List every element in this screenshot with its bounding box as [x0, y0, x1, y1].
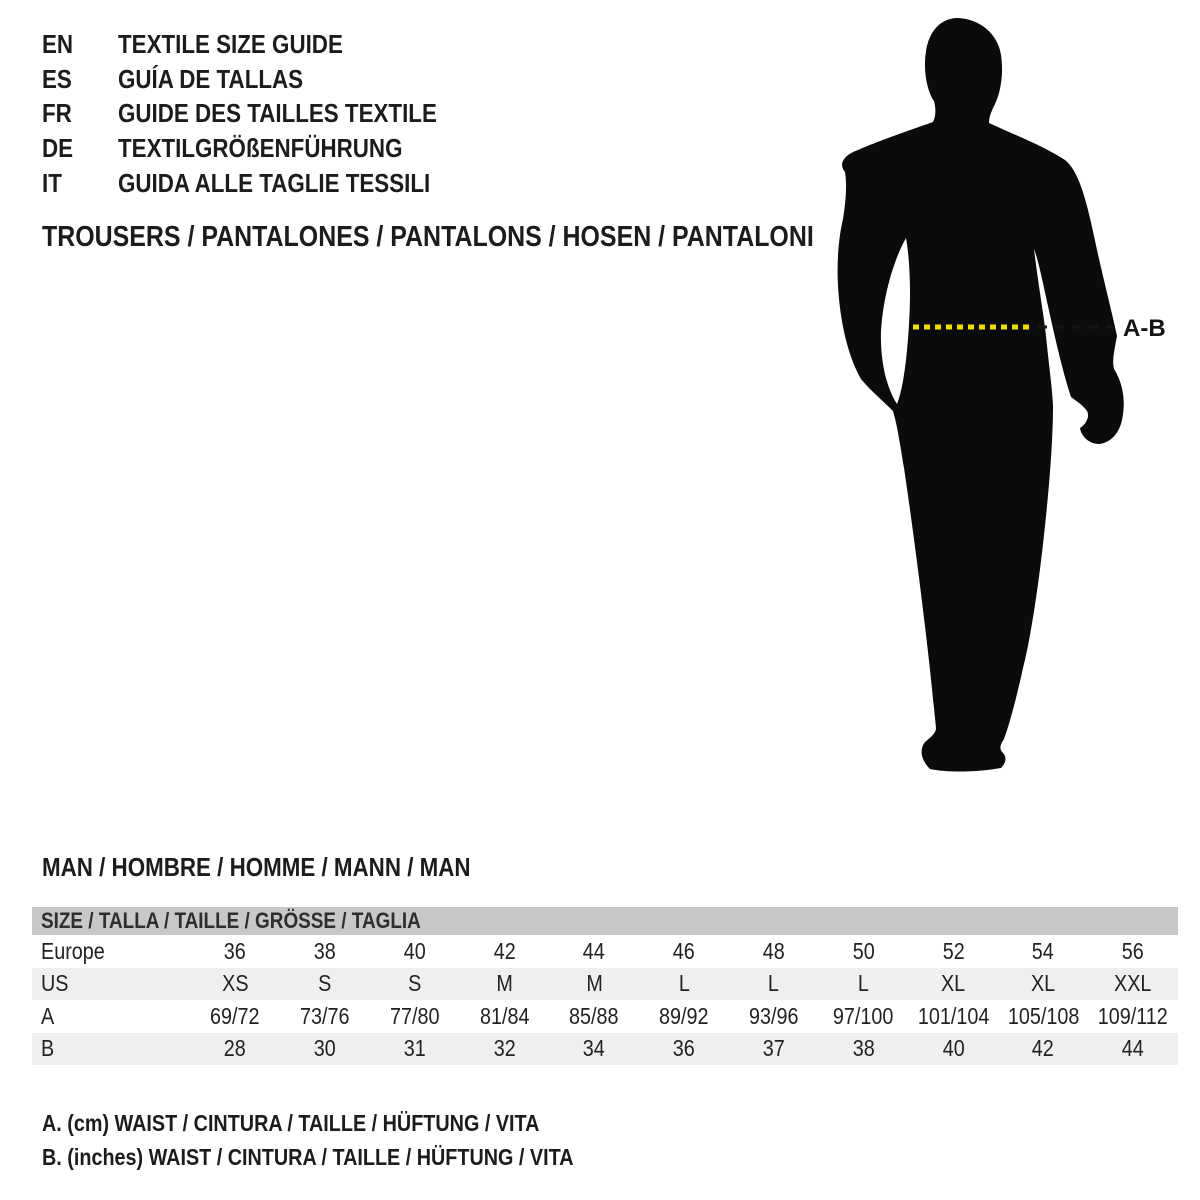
size-cell: 38: [313, 937, 336, 964]
size-cell: 81/84: [479, 1002, 530, 1029]
size-cell: S: [318, 970, 332, 997]
size-cell: 30: [313, 1035, 336, 1062]
lang-code: IT: [42, 167, 62, 198]
row-label: US: [41, 970, 69, 997]
silhouette-body: [838, 18, 1124, 772]
lang-row-en: [42, 27, 489, 62]
size-cell: 40: [403, 937, 426, 964]
table-row-europe: [32, 935, 1178, 968]
table-row-a-cm: [32, 1000, 1178, 1033]
size-cell: XS: [221, 970, 249, 997]
size-cell: 52: [942, 937, 965, 964]
row-label: Europe: [41, 937, 105, 964]
size-cell: 37: [762, 1035, 785, 1062]
size-cell: 89/92: [659, 1002, 709, 1029]
size-cell: 42: [1032, 1035, 1055, 1062]
row-label: A: [41, 1002, 55, 1029]
size-cell: 73/76: [299, 1002, 350, 1029]
lang-title: TEXTILE SIZE GUIDE: [118, 28, 343, 59]
size-cell: 109/112: [1098, 1002, 1169, 1029]
footnote-a: A. (cm) WAIST / CINTURA / TAILLE / HÜFTUNG / VITA: [42, 1109, 540, 1136]
footnote-b: B. (inches) WAIST / CINTURA / TAILLE / HÜFTUNG / VITA: [42, 1143, 574, 1170]
table-row-b-inches: [32, 1033, 1178, 1066]
measure-label-ab: A-B: [1123, 315, 1166, 342]
size-cell: 34: [583, 1035, 606, 1062]
man-silhouette: [815, 8, 1200, 800]
size-cell: S: [407, 970, 422, 997]
size-cell: L: [858, 970, 870, 997]
lang-row-fr: [42, 96, 489, 131]
size-cell: 69/72: [210, 1002, 260, 1029]
language-title-block: [42, 27, 489, 200]
size-cell: 44: [1122, 1035, 1145, 1062]
row-label: B: [41, 1035, 55, 1062]
size-cell: M: [496, 970, 513, 997]
size-cell: XL: [941, 970, 966, 997]
size-cell: 101/104: [917, 1002, 990, 1029]
size-cell: M: [585, 970, 603, 997]
size-cell: 44: [583, 937, 606, 964]
table-row-us: [32, 968, 1178, 1001]
footnotes: [42, 1106, 660, 1174]
size-cell: 56: [1122, 937, 1145, 964]
lang-row-it: [42, 166, 489, 201]
lang-code: FR: [42, 98, 72, 129]
size-cell: 28: [223, 1035, 246, 1062]
lang-row-es: [42, 62, 489, 97]
size-cell: 42: [493, 937, 516, 964]
lang-title: GUIDE DES TAILLES TEXTILE: [118, 98, 437, 129]
size-cell: L: [768, 970, 780, 997]
size-cell: 85/88: [569, 1002, 619, 1029]
lang-row-de: [42, 131, 489, 166]
lang-code: EN: [42, 28, 74, 59]
size-cell: 46: [672, 937, 695, 964]
size-cell: 31: [403, 1035, 426, 1062]
size-table: [32, 907, 1178, 1065]
size-cell: 38: [852, 1035, 875, 1062]
size-cell: 54: [1032, 937, 1055, 964]
man-silhouette-figure: [815, 8, 1200, 800]
size-table-header: SIZE / TALLA / TAILLE / GRÖSSE / TAGLIA: [32, 907, 1178, 935]
size-cell: 48: [762, 937, 785, 964]
size-cell: 32: [493, 1035, 516, 1062]
size-cell: 77/80: [389, 1002, 440, 1029]
size-cell: 36: [672, 1035, 695, 1062]
size-cell: XL: [1031, 970, 1056, 997]
size-cell: 40: [942, 1035, 965, 1062]
size-cell: 97/100: [833, 1002, 894, 1029]
lang-title: GUÍA DE TALLAS: [118, 63, 304, 94]
man-section-title: MAN / HOMBRE / HOMME / MANN / MAN: [42, 852, 471, 882]
lang-title: TEXTILGRÖßENFÜHRUNG: [118, 132, 403, 163]
size-cell: L: [678, 970, 690, 997]
size-cell: 36: [223, 937, 246, 964]
size-cell: 93/96: [749, 1002, 799, 1029]
size-cell: XXL: [1114, 970, 1152, 997]
size-cell: 50: [852, 937, 875, 964]
lang-code: ES: [42, 63, 72, 94]
size-cell: 105/108: [1007, 1002, 1080, 1029]
lang-code: DE: [42, 132, 74, 163]
lang-title: GUIDA ALLE TAGLIE TESSILI: [118, 167, 431, 198]
product-line-title: TROUSERS / PANTALONES / PANTALONS / HOSEN / PANTALONI: [42, 221, 814, 253]
